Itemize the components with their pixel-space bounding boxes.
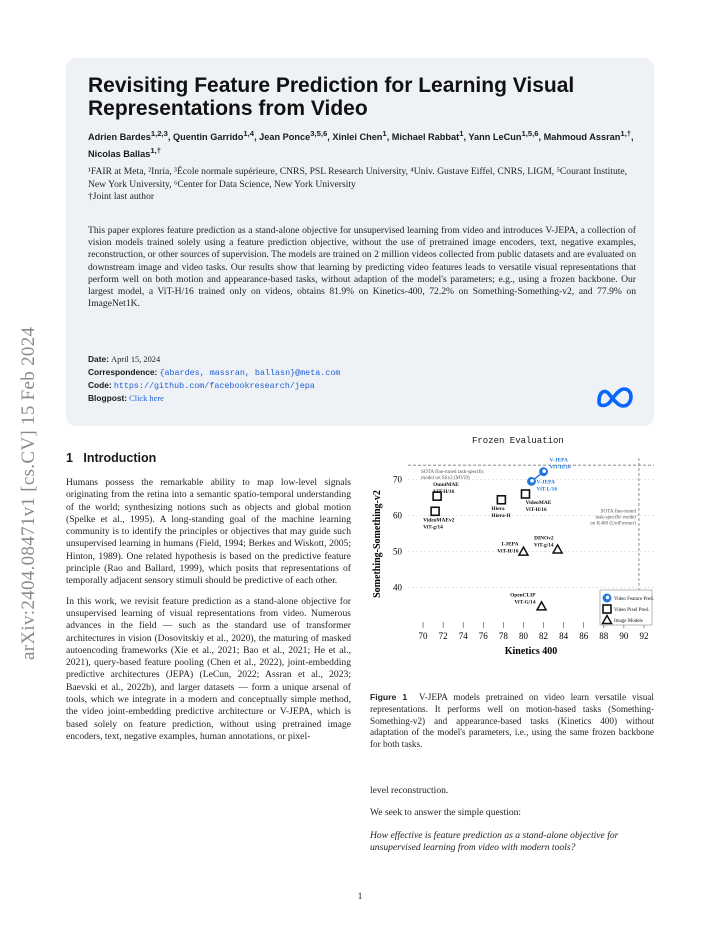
author: Mahmoud Assran$^{1,\dagger}$ — [543, 129, 632, 143]
author: Yann LeCun$^{1,5,6}$ — [468, 129, 539, 143]
point-label: OpenCLIP — [510, 592, 536, 599]
abstract: This paper explores feature prediction as a stand-alone objective for unsupervised learning from video and introduces V-JEPA, a collection of vision models trained solely using a feature prediction objective, without the use of pretrained image encoders, text, negative examples, reconstruction, or other sources of supervision. The models are trained on 2 million videos collected from public datasets and are evaluated on downstream image and video tasks. Our results show that learning by predicting video features leads to versatile visual representations that perform well on both motion and appearance-based tasks, without adaption of the model's parameters; e.g., using a frozen backbone. Our largest model, a ViT-H/16 trained only on videos, obtains 81.9% on Kinetics-400, 72.2% on Something-Something-v2, and 77.9% on ImageNet1K. — [88, 225, 636, 310]
legend-label: Video Feature Pred. — [614, 597, 654, 602]
y-tick-label: 70 — [393, 474, 402, 485]
point-label: ViT-L/16 — [536, 486, 558, 493]
point-label: ViT-G/14 — [514, 599, 536, 606]
correspondence-email[interactable]: {abardes, massran, ballasn}@meta.com — [159, 368, 341, 378]
sota-k400-note: task-specific model — [595, 514, 636, 521]
x-tick-label: 86 — [579, 631, 589, 641]
point-label: ViT-H/16 — [497, 548, 519, 555]
intro-paragraph: In this work, we revisit feature prediction as a stand-alone objective for unsupervised learning of visual representations from video. Numerous advances in the field — such as the standard use of transformer architectures in vision (Dosovitskiy et al., 2020), the maturing of masked autoencoding frameworks (Xie et al., 2021; Bao et al., 2021; He et al., 2021), query-based feature pooling (Chen et al., 2022), joint-embedding predictive architectures (JEPA) (LeCun, 2022; Assran et al., 2023; Baevski et al., 2022b), and larger datasets — form a unique arsenal of tools, which we integrate in a modern and conceptually simple method, the video joint-embedding predictive architecture or V-JEPA, which is based solely on feature prediction, without using pretrained image encoders, text, negative examples, human annotations, or pixel- — [66, 595, 351, 742]
point-label: V-JEPA — [549, 457, 568, 464]
code-link[interactable]: https://github.com/facebookresearch/jepa — [113, 381, 315, 391]
x-tick-label: 78 — [498, 631, 508, 641]
intro-paragraph: level reconstruction. — [370, 785, 449, 796]
y-tick-label: 60 — [393, 510, 402, 521]
figure-caption: Figure 1 V-JEPA models pretrained on video learn versatile visual representations. It performs well on motion-based tasks (Something-Something-v2) and appearance-based tasks (Kinetics 400) without adaptation of the model's parameters, i.e., using the same frozen backbone for both tasks. — [370, 692, 654, 750]
research-question: How effective is feature prediction as a stand-alone objective for unsupervised learning from video with modern tools? — [370, 829, 619, 853]
legend-label: Image Models — [614, 619, 643, 624]
sota-ssv2-note: SOTA fine-tuned task-specific — [421, 469, 485, 476]
data-point-highlight — [542, 469, 546, 473]
author: Jean Ponce$^{3,5,6}$ — [259, 129, 328, 143]
x-tick-label: 74 — [458, 631, 468, 641]
y-tick-label: 40 — [393, 582, 402, 593]
arxiv-identifier: arXiv:2404.08471v1 [cs.CV] 15 Feb 2024 — [18, 326, 39, 660]
point-label: ViT-H/16 — [525, 507, 547, 513]
point-label: VideoMAE — [525, 500, 552, 506]
author: Quentin Garrido$^{1,4}$ — [172, 129, 255, 143]
author-list: Adrien Bardes$^{1,2,3}$, Quentin Garrido$^{1,4}$, Jean Ponce$^{3,5,6}$, Xinlei Chen$^1$, Michael Rabbat$^1$, Yann LeCun$^{1,5,6}$, Mahmoud Assran$^{1,\dagger}$, Nicolas Ballas$^{1,\dagger}$ — [88, 129, 634, 160]
intro-right-column — [370, 785, 654, 864]
paper-meta: Date: April 15, 2024 Correspondence: {abardes, massran, ballasn}@meta.com Code: https://github.com/facebookresearch/jepa Blogpost: Click here — [88, 354, 341, 403]
intro-left-column — [66, 477, 351, 751]
y-axis-label: Something-Something-v2 — [372, 490, 383, 598]
intro-paragraph: We seek to answer the simple question: — [370, 807, 522, 819]
section-heading: 1 Introduction — [66, 451, 157, 465]
legend-label: Video Pixel Pred. — [614, 608, 650, 613]
legend-marker-highlight — [606, 596, 610, 600]
point-label: V-JEPA — [536, 479, 555, 486]
point-label: Hiera — [491, 505, 505, 512]
x-tick-label: 72 — [438, 631, 448, 641]
point-label: ViT-H/16 — [433, 489, 455, 496]
frozen-eval-chart — [368, 450, 658, 682]
data-point — [497, 496, 505, 504]
blogpost-link[interactable]: Click here — [129, 394, 164, 403]
x-tick-label: 80 — [518, 631, 528, 641]
paper-title: Revisiting Feature Prediction for Learning Visual Representations from Video — [88, 74, 575, 120]
affiliations: ¹FAIR at Meta, ²Inria, ³École normale supérieure, CNRS, PSL Research University, ⁴Univ. Gustave Eiffel, CNRS, LIGM, ⁵Courant Institute, New York University, ⁶Center for Data Science, New York University †Joint last author — [88, 166, 644, 204]
page-number: 1 — [357, 891, 363, 902]
author: Nicolas Ballas$^{1,\dagger}$ — [88, 146, 161, 160]
date: April 15, 2024 — [111, 355, 161, 364]
data-point — [519, 547, 528, 555]
point-label: DINOv2 — [534, 535, 554, 542]
sota-ssv2-note: model on SSv2 (MVD) — [421, 475, 470, 482]
joint-author-note: †Joint last author — [88, 191, 155, 202]
chart-title: Frozen Evaluation — [472, 436, 564, 446]
figure-label: Figure 1 — [370, 692, 408, 702]
point-label: Hiera-H — [491, 512, 511, 519]
data-point — [431, 507, 439, 515]
sota-k400-note: on K400 (UniFormer) — [590, 520, 636, 527]
x-tick-label: 92 — [639, 631, 649, 641]
data-point — [537, 602, 546, 610]
meta-logo-icon — [596, 386, 634, 408]
data-point-highlight — [530, 479, 534, 483]
x-tick-label: 84 — [559, 631, 569, 641]
x-tick-label: 70 — [418, 631, 428, 641]
intro-paragraph: Humans possess the remarkable ability to map low-level signals originating from the retina into a semantic spatio-temporal understanding of the world; synthesizing notions such as objects and global motion (Spelke et al., 1995). A long-standing goal of the machine learning community is to identify the principles or objectives that may guide such unsupervised learning in humans (Field, 1994; Berkes and Wiskott, 2005; Hinton, 1989). One related hypothesis is based on the predictive feature principle (Rao and Ballard, 1999), which posits that representations of temporally adjacent sensory stimuli should be predictive of each other. — [66, 477, 351, 587]
x-tick-label: 82 — [539, 631, 549, 641]
point-label: ViT-g/14 — [423, 524, 443, 531]
point-label: ViT-g/14 — [533, 542, 554, 549]
x-axis-label: Kinetics 400 — [504, 646, 558, 657]
author: Xinlei Chen$^1$ — [332, 129, 387, 143]
x-tick-label: 88 — [599, 631, 609, 641]
point-label: OmniMAE — [433, 482, 459, 489]
point-label: ViT-H/16 — [549, 464, 571, 471]
y-tick-label: 50 — [393, 546, 402, 557]
data-point — [521, 490, 529, 498]
author: Michael Rabbat$^1$ — [391, 129, 464, 143]
legend-marker — [603, 605, 611, 613]
x-tick-label: 76 — [478, 631, 488, 641]
author: Adrien Bardes$^{1,2,3}$ — [88, 129, 168, 143]
sota-k400-note: SOTA fine-tuned — [600, 508, 636, 515]
point-label: VideoMAEv2 — [423, 517, 455, 524]
x-tick-label: 90 — [619, 631, 629, 641]
data-point — [553, 545, 562, 553]
point-label: I-JEPA — [501, 541, 519, 548]
